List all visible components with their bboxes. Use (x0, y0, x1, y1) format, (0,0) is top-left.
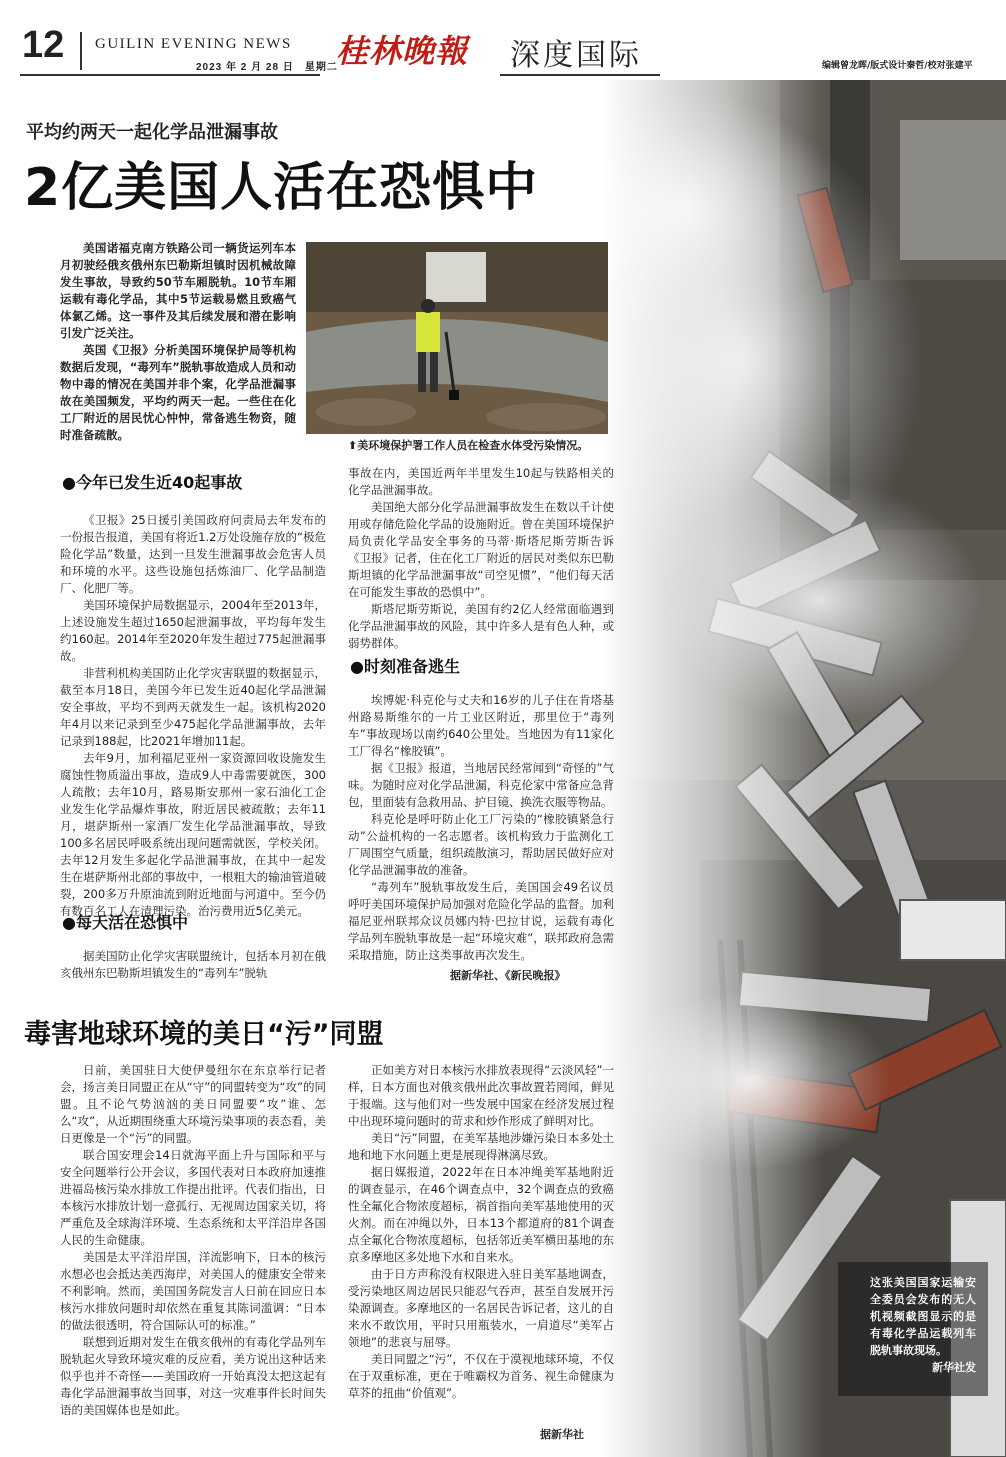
article2-headline: 毒害地球环境的美日“污”同盟 (24, 1019, 384, 1050)
page-number: 12 (22, 24, 65, 66)
article1-column-2 (348, 465, 614, 652)
article-lead (60, 240, 296, 444)
body-paragraph: 埃博妮·科克伦与丈夫和16岁的儿子住在肯塔基州路易斯维尔的一片工业区附近，那里位于“毒列车”事故现场以南约640公里处。当地因为有11家化工厂得名“橡胶镇”。 (348, 693, 614, 758)
article1-source: 据新华社、《新民晚报》 (450, 969, 566, 982)
caption-text: 这张美国国家运输安全委员会发布的无人机视频截图显示的是有毒化学品运载列车脱轨事故现场。 (870, 1276, 976, 1357)
body-paragraph: 去年9月，加利福尼亚州一家资源回收设施发生腐蚀性物质溢出事故，造成9人中毒需要就医，300人疏散；去年10月，路易斯安那州一家石油化工企业发生化学品爆炸事故，附近居民被疏散；去年11月，堪萨斯州一家酒厂发生化学品泄漏事故，导致100多名居民呼吸系统出现问题需就医，学校关闭。去年12月发生多起化学品泄漏事故，在其中一起发生在堪萨斯州北部的事故中，一根粗大的输油管道破裂，200多万升原油流到附近地面与河道中。至今仍有数百名工人在清理污染。治污费用近5亿美元。 (60, 751, 326, 918)
subheading-2: ●每天活在恐惧中 (62, 913, 188, 932)
body-paragraph: 据《卫报》报道，当地居民经常闻到“奇怪的”气味。为随时应对化学品泄漏，科克伦家中常备应急背包，里面装有急救用品、护目镜、换洗衣服等物品。 (348, 761, 614, 809)
body-paragraph: 正如美方对日本核污水排放表现得“云淡风轻”一样，日本方面也对俄亥俄州此次事故置若罔闻，鲜见于报端。这与他们对一些发展中国家在经济发展过程中出现环境问题时的苛求和炒作形成了鲜明对比。 (348, 1063, 614, 1128)
page-header (0, 0, 1006, 80)
paper-name-english: GUILIN EVENING NEWS (95, 36, 292, 52)
article2-column-1 (60, 1062, 326, 1419)
body-paragraph: 美日“污”同盟，在美军基地涉嫌污染日本多处土地和地下水问题上更是展现得淋漓尽致。 (348, 1131, 614, 1162)
derailment-aerial-photo (600, 80, 1006, 1457)
subheading-1: ●今年已发生近40起事故 (62, 473, 243, 492)
section-name: 深度国际 (510, 38, 642, 73)
body-paragraph: 斯塔尼斯劳斯说，美国有约2亿人经常面临遇到化学品泄漏事故的风险，其中许多人是有色人种，或弱势群体。 (348, 602, 614, 650)
body-paragraph: 《卫报》25日援引美国政府问责局去年发布的一份报告报道，美国有将近1.2万处设施存放的“极危险化学品”数量，达到一旦发生泄漏事故会危害人员和环境的水平。这些设施包括炼油厂、化学品制造厂、化肥厂等。 (60, 513, 326, 595)
paper-logo: 桂林晚報 (336, 32, 469, 70)
article-headline: 2亿美国人活在恐惧中 (24, 158, 539, 218)
body-paragraph: 由于日方声称没有权限进入驻日美军基地调查，受污染地区周边居民只能忍气吞声，甚至自发展开污染源调查。多摩地区的一名居民告诉记者，这儿的自来水不敢饮用，平时只用瓶装水，一肩道尽“美军占领地”的悲哀与屈辱。 (348, 1267, 614, 1349)
body-paragraph: 美日同盟之“污”，不仅在于漠视地球环境，不仅在于双重标准，更在于唯霸权为首务、视生命健康为草芥的扭曲“价值观”。 (348, 1352, 614, 1400)
article-kicker: 平均约两天一起化学品泄漏事故 (26, 122, 278, 143)
header-rule-right (500, 74, 660, 76)
photo-credit: 新华社发 (932, 1361, 976, 1374)
article1-column-1-end (60, 948, 326, 982)
article2-column-2 (348, 1062, 614, 1402)
lead-paragraph: 美国诺福克南方铁路公司一辆货运列车本月初驶经俄亥俄州东巴勒斯坦镇时因机械故障发生事故，导致约50节车厢脱轨。10节车厢运载有毒化学品，其中5节运载易燃且致癌气体氯乙烯。这一事件及其后续发展和潜在影响引发广泛关注。 (60, 241, 296, 340)
body-paragraph: 联想到近期对发生在俄亥俄州的有毒化学品列车脱轨起火导致环境灾难的反应看，美方说出这种话来似乎也并不奇怪——美国政府一开始真没太把这起有毒化学品泄漏事故当回事，对这一灾难事件长时间失语的美国媒体也是如此。 (60, 1335, 326, 1417)
header-divider (80, 32, 82, 70)
inset-photo-caption: ⬆美环境保护署工作人员在检查水体受污染情况。 (348, 439, 589, 452)
aerial-photo-caption (838, 1262, 988, 1396)
body-paragraph: 据日媒报道，2022年在日本冲绳美军基地附近的调查显示，在46个调查点中，32个调查点的致癌性全氟化合物浓度超标，祸首指向美军基地使用的灭火剂。而在冲绳以外，日本13个都道府的81个调查点全氟化合物浓度超标，包括邻近美军横田基地的东京多摩地区多处地下水和自来水。 (348, 1165, 614, 1264)
lead-paragraph: 英国《卫报》分析美国环境保护局等机构数据后发现，“毒列车”脱轨事故造成人员和动物中毒的情况在美国并非个案，化学品泄漏事故在美国频发，平均约两天一起。一些住在化工厂附近的居民忧心忡忡，常备逃生物资，随时准备疏散。 (60, 343, 296, 442)
body-paragraph: 联合国安理会14日就海平面上升与国际和平与安全问题举行公开会议，多国代表对日本政府加速推进福岛核污染水排放工作提出批评。代表们指出，日本核污水排放计划一意孤行、无视周边国家关切，将严重危及全球海洋环境、生态系统和太平洋沿岸各国人民的生命健康。 (60, 1148, 326, 1247)
body-paragraph: 美国环境保护局数据显示，2004年至2013年，上述设施发生超过1650起泄漏事故，平均每年发生约160起。2014年至2020年发生超过775起泄漏事故。 (60, 598, 326, 663)
body-paragraph: 日前，美国驻日大使伊曼纽尔在东京举行记者会，扬言美日同盟正在从“守”的同盟转变为“攻”的同盟。且不论气势汹汹的美日同盟要“攻”谁、怎么“攻”，从近期围绕重大环境污染事项的表态看，美日更像是一个“污”的同盟。 (60, 1063, 326, 1145)
body-paragraph: 科克伦是呼吁防止化工厂污染的“橡胶镇紧急行动”公益机构的一名志愿者。该机构致力于监测化工厂周围空气质量，组织疏散演习，帮助居民做好应对化学品泄漏事故的准备。 (348, 812, 614, 877)
body-paragraph: 美国绝大部分化学品泄漏事故发生在数以千计使用或存储危险化学品的设施附近。曾在美国环境保护局负责化学品安全事务的马蒂·斯塔尼斯劳斯告诉《卫报》记者，住在化工厂附近的居民对类似东巴勒斯坦镇的化学品泄漏事故“司空见惯”，“他们每天活在可能发生事故的恐惧中”。 (348, 500, 614, 599)
article2-source: 据新华社 (540, 1428, 584, 1441)
body-paragraph: 据美国防止化学灾害联盟统计，包括本月初在俄亥俄州东巴勒斯坦镇发生的“毒列车”脱轨 (60, 949, 326, 980)
issue-date: 2023 年 2 月 28 日 星期二 (196, 62, 338, 73)
subheading-3: ●时刻准备逃生 (350, 657, 460, 676)
body-paragraph: “毒列车”脱轨事故发生后，美国国会49名议员呼吁美国环境保护局加强对危险化学品的监督。加利福尼亚州联邦众议员娜内特·巴拉甘说，运载有毒化学品列车脱轨事故是一起“环境灾难”，联邦政府急需采取措施，防止这类事故再次发生。 (348, 880, 614, 962)
editor-credits: 编辑曾龙晖/版式设计秦哲/校对张建平 (822, 61, 973, 71)
header-rule-left (20, 74, 320, 76)
body-paragraph: 美国是太平洋沿岸国，洋流影响下，日本的核污水想必也会抵达美西海岸，对美国人的健康安全带来不利影响。然而，美国国务院发言人日前在回应日本核污水排放问题时却依然在重复其陈词滥调：“日本的做法很透明，符合国际认可的标准。” (60, 1250, 326, 1332)
article1-column-2b (348, 692, 614, 964)
body-paragraph: 非营利机构美国防止化学灾害联盟的数据显示，截至本月18日，美国今年已发生近40起化学品泄漏安全事故，平均不到两天就发生一起。该机构2020年4月以来记录到至少475起化学品泄漏事故，去年记录到188起，比2021年增加11起。 (60, 666, 326, 748)
body-paragraph: 事故在内，美国近两年半里发生10起与铁路相关的化学品泄漏事故。 (348, 466, 614, 497)
inspector-stream-photo (306, 242, 608, 434)
article1-column-1 (60, 512, 326, 920)
